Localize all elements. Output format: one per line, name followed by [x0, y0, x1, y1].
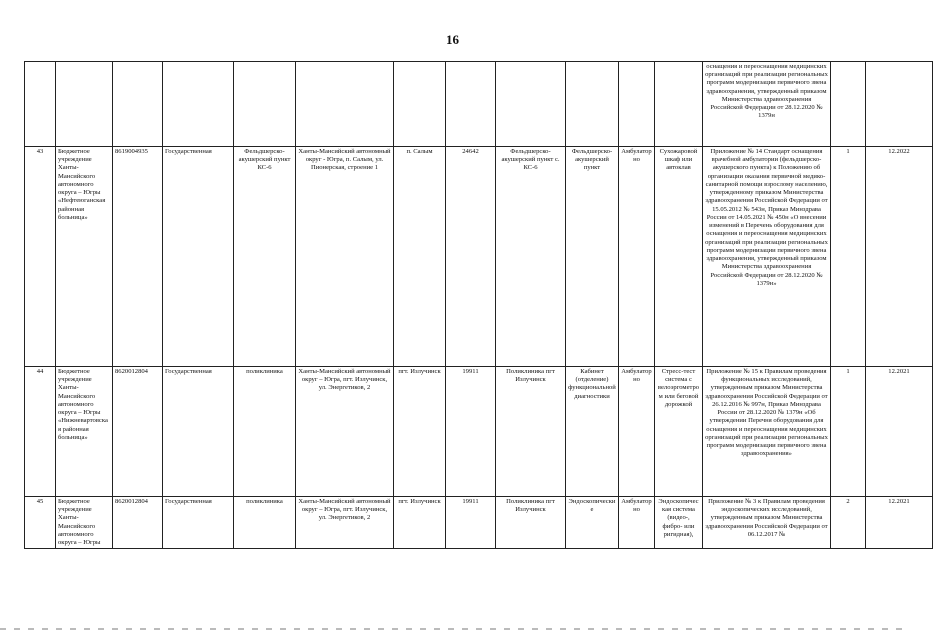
date-cell: 12.2022 [866, 147, 933, 367]
code-cell: 24642 [446, 147, 496, 367]
unit-cell: Поликлиника пгт Излучинск [496, 497, 566, 549]
row-number-cell: 43 [25, 147, 56, 367]
equipment-cell [655, 62, 703, 147]
table-row [25, 367, 933, 497]
ownership-cell: Государственная [163, 147, 234, 367]
unit-cell [496, 62, 566, 147]
quantity-cell: 2 [831, 497, 866, 549]
date-cell: 12.2021 [866, 367, 933, 497]
regulation-cell: Приложение № 14 Стандарт оснащения врачебной амбулатории (фельдшерско-акушерского пункта) к Положению об организации оказания первичной медико-санитарной помощи взрослому населению, утвержденному приказом Министерства здравоохранения Российской Федерации от 15.05.2012 № 543н, Приказ Минздрава России от 14.05.2021 № 450н «О внесении изменений в Перечень оборудования для оснащения и переоснащения медицинских организаций при реализации региональных программ модернизации первичного звена здравоохранения, утвержденный приказом Министерства здравоохранения Российской Федерации от 28.12.2020 № 1379н» [703, 147, 831, 367]
row-number-cell: 45 [25, 497, 56, 549]
address-cell: Ханты-Мансийский автономный округ – Югра, пгт. Излучинск, ул. Энергетиков, 2 [296, 367, 394, 497]
care-type-cell: Амбулаторно [619, 497, 655, 549]
organization-cell: Бюджетное учреждение Ханты-Мансийского автономного округа – Югры [56, 497, 113, 549]
settlement-cell [394, 62, 446, 147]
equipment-cell: Эндоскопическая система (видео-, фибро- или ригидная), [655, 497, 703, 549]
ownership-cell: Государственная [163, 497, 234, 549]
inn-cell: 8620012804 [113, 497, 163, 549]
department-cell: поликлиника [234, 367, 296, 497]
code-cell: 19911 [446, 367, 496, 497]
room-cell: Кабинет (отделение) функциональной диагностики [566, 367, 619, 497]
address-cell [296, 62, 394, 147]
department-cell [234, 62, 296, 147]
equipment-cell: Стресс-тест система с велоэргометром или беговой дорожкой [655, 367, 703, 497]
quantity-cell: 1 [831, 147, 866, 367]
organization-cell: Бюджетное учреждение Ханты-Мансийского автономного округа – Югры «Нефтеюганская районная больница» [56, 147, 113, 367]
address-cell: Ханты-Мансийский автономный округ – Югра, пгт. Излучинск, ул. Энергетиков, 2 [296, 497, 394, 549]
quantity-cell [831, 62, 866, 147]
table-row [25, 62, 933, 147]
table-row [25, 497, 933, 549]
department-cell: Фельдшерско-акушерский пункт КС-6 [234, 147, 296, 367]
room-cell: Эндоскопические [566, 497, 619, 549]
code-cell [446, 62, 496, 147]
inn-cell: 8619004935 [113, 147, 163, 367]
organization-cell: Бюджетное учреждение Ханты-Мансийского автономного округа – Югры «Нижневартовская районная больница» [56, 367, 113, 497]
regulation-cell: Приложение № 15 к Правилам проведения функциональных исследований, утвержденным приказом Министерства здравоохранения Российской Федерации от 26.12.2016 № 997н, Приказ Минздрава России от 28.12.2020 № 1379н «Об утверждении Перечня оборудования для оснащения и переоснащения медицинских организаций при реализации региональных программ модернизации первичного звена здравоохранения» [703, 367, 831, 497]
ownership-cell: Государственная [163, 367, 234, 497]
inn-cell [113, 62, 163, 147]
settlement-cell: п. Салым [394, 147, 446, 367]
code-cell: 19911 [446, 497, 496, 549]
unit-cell: Фельдшерско-акушерский пункт с. КС-6 [496, 147, 566, 367]
care-type-cell [619, 62, 655, 147]
inn-cell: 8620012804 [113, 367, 163, 497]
ownership-cell [163, 62, 234, 147]
scan-edge-artifact [0, 628, 905, 630]
date-cell [866, 62, 933, 147]
organization-cell [56, 62, 113, 147]
equipment-register-table [24, 61, 933, 549]
row-number-cell: 44 [25, 367, 56, 497]
quantity-cell: 1 [831, 367, 866, 497]
room-cell [566, 62, 619, 147]
row-number-cell [25, 62, 56, 147]
address-cell: Ханты-Мансийский автономный округ - Югра, п. Салым, ул. Пионерская, строение 1 [296, 147, 394, 367]
table-row [25, 147, 933, 367]
equipment-cell: Сухожаровой шкаф или автоклав [655, 147, 703, 367]
care-type-cell: Амбулаторно [619, 367, 655, 497]
department-cell: поликлиника [234, 497, 296, 549]
care-type-cell: Амбулаторно [619, 147, 655, 367]
regulation-cell: Приложение № 3 к Правилам проведения эндоскопических исследований, утвержденным приказом Министерства здравоохранения Российской Федерации от 06.12.2017 № [703, 497, 831, 549]
settlement-cell: пгт. Излучинск [394, 367, 446, 497]
unit-cell: Поликлиника пгт Излучинск [496, 367, 566, 497]
regulation-cell: оснащения и переоснащения медицинских организаций при реализации региональных программ модернизации первичного звена здравоохранения, утвержденный приказом Министерства здравоохранения Российской Федерации от 28.12.2020 № 1379н [703, 62, 831, 147]
settlement-cell: пгт. Излучинск [394, 497, 446, 549]
page-number: 16 [446, 32, 459, 47]
room-cell: Фельдшерско-акушерский пункт [566, 147, 619, 367]
date-cell: 12.2021 [866, 497, 933, 549]
